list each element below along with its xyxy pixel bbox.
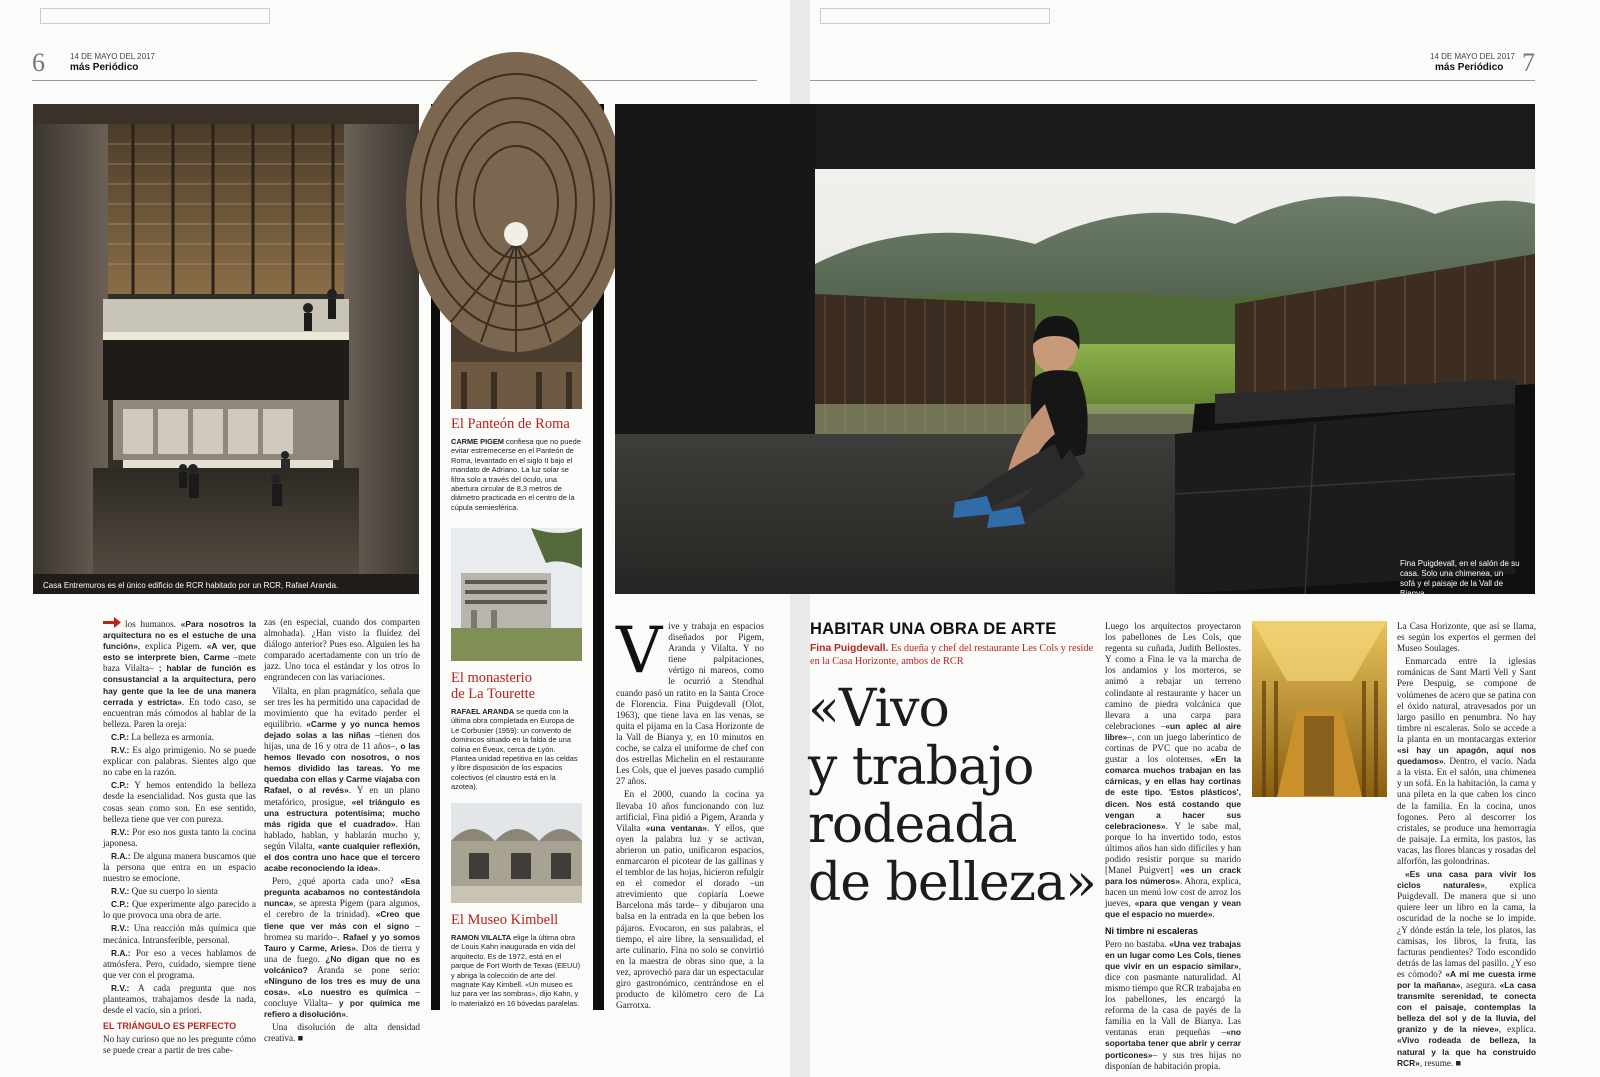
quote-bold: «Creo que tiene que ver más con el signo [264,909,420,931]
text: , explica Puigdevall. De manera que si uno quiere leer un libro en la cama, la oscuridad de la noche se lo impide. ¿Y dónde están la tele, los platos, las camisas, los libros, la fruta, las facturas pendientes? Todo escondido detrás de las lamas del pasillo. ¿Y eso es cómodo? [1397,880,1536,979]
text: . Y le sabe mal, porque lo ha invertido todo, estos últimos años han sido difíciles y han podido resistir porque su marido [Manel Puigvert] [1105,820,1241,876]
text: , explica Pigem. [137,641,207,652]
page-number: 6 [32,48,45,77]
qa-line [103,923,256,945]
qa-text: Por eso nos gusta tanto la cocina japonesa. [103,826,256,848]
quote-bold: «Carme y yo nunca hemos dejado solas a las niñas [264,718,420,740]
text: , explica. [1498,1024,1536,1035]
continuation-arrow-icon [103,617,121,628]
text: Aranda se pone serio: [307,964,420,975]
text: Pero no bastaba. [1105,938,1170,949]
article-column-b [1105,621,1241,1074]
header-publication: más Periódico [70,62,139,73]
text: Pero, ¿qué aporta cada uno? [272,876,401,887]
text: . [345,1009,349,1020]
kimbell-museum-photo [451,803,582,903]
photo-caption: Fina Puigdevall, en el salón de su casa. Solo una chimenea, un sofá y el paisaje de la Vall de Bianya. [1400,559,1520,598]
qa-line [103,851,256,884]
page-number: 7 [1522,48,1535,77]
deck-text: Es dueña y chef del restaurante Les Cols y reside en la Casa Horizonte, ambos de RCR [810,643,1094,667]
text: Luego los arquitectos proyectaron los pabellones de Les Cols, que regenta su cuñada, Judith Bellostes. Y como a Fina le va la marcha de los andamios y los morteros, se animó a rebajar un terreno colindante al restaurante y hacer un camino de piedra volcánica que llevara a una carpa para celebraciones – [1105,621,1241,731]
place-description: confiesa que no puede evitar estremecerse en el Panteón de Roma, levantado en el siglo II bajo el mandato de Adriano. La luz solar se filtra solo a través del óculo, una abertura circular de 8,3 metros de diámetro practicada en el centro de la cúpula semiesférica. [451,437,581,512]
header-date: 14 DE MAYO DEL 2017 [70,52,155,61]
quote-bold: «Ninguno de los tres es muy de una cosa». «Lo nuestro es química [264,976,420,998]
text: –bromea su marido–. [264,920,420,942]
article-column-1 [103,617,256,1058]
deck-name: Fina Puigdevall. [810,643,889,654]
text: . Dos de tierra y una de fuego. [264,942,420,964]
qa-text: La belleza es armonía. [129,731,214,742]
text: En el 2000, cuando la cocina ya llevaba 10 años funcionando con luz artificial, Fina pidió a Pigem, Aranda y Vilalta [616,789,764,833]
paragraph [264,686,420,875]
text: , asegura. [1460,980,1500,990]
qa-speaker: R.V.: [111,826,130,837]
paragraph: No hay curioso que no les pregunte cómo se puede crear a partir de tres cabe- [103,1034,256,1056]
qa-line [103,948,256,981]
qa-speaker: R.A.: [111,947,131,958]
qa-speaker: R.A.: [111,850,131,861]
qa-text: Es algo primigenio. No se puede explicar con palabras. Sientes algo que no cabe en la razón. [103,745,256,778]
quote-bold: «En la comarca muchos trabajan en las cárnicas, y en ellas hay cortinas de este tipo. 'Estos plásticos', dicen. Nos está costando que vengan a hacer sus celebraciones» [1105,754,1242,831]
qa-line [103,745,256,778]
qa-line [103,732,256,743]
section-subhead: Ni timbre ni escaleras [1105,925,1199,936]
place-text-la-tourette [451,707,582,792]
quote-bold: «La casa transmite serenidad, te conecta con el paisaje, contemplas la belleza del sol y de la lluvia, del granizo y de la nieve» [1397,980,1536,1035]
qa-speaker: C.P.: [111,780,129,791]
casa-entremuros-photo [33,104,419,594]
quote-bold: «Esa pregunta acabamos no contestándola nunca» [264,876,420,909]
slug-box [40,8,270,24]
text: ive y trabaja en espacios diseñados por Pigem, Aranda y Vilalta. Y no tiene palpitaciones, vértigo ni mareos, como le ocurrió a Stendhal cuando pasó un ratito en la Santa Croce de Florencia. Fina Puigdevall (Olot, 1963), que tiene lava en las venas, se quita el pijama en la Casa Horizonte de la Vall de Bianya y, en 10 minutos en coche, se calza el uniforme de chef con dos estrellas Michelin en el restaurante Les Cols, que el jueves pasado cumplió 27 años. [616,621,764,787]
qa-text: A cada pregunta que nos planteamos, trabajamos desde la nada, desde el vacío, sin a priori. [103,982,256,1016]
headline-line: de belleza» [808,853,1096,913]
headline-line: «Vivo [808,679,949,739]
paragraph: zas (en especial, cuando dos comparten almohada). ¿Han visto la fluidez del diálogo anterior? Pues eso. Alguien les ha comparado acertadamente con un trío de jazz. Uno toca el estándar y los otros lo engrandecen con las variaciones. [264,617,420,683]
paragraph: La Casa Horizonte, que así se llama, es según los expertos el germen del Museo Soulages. [1397,621,1536,654]
qa-line [103,983,256,1016]
qa-line [103,827,256,849]
place-name-line: de La Tourette [451,686,536,702]
text: . Han hablado, hablan, y hablarán mucho y, según Vilalta, [264,818,420,851]
headline-line: rodeada [808,795,1017,855]
photo-caption: Casa Entremuros es el único edificio de RCR habitado por un RCR, Rafael Aranda. [43,581,339,590]
quote-bold: ; hablar de función es consustancial a la arquitectura, pero hay gente que la lee de una manera cerrada y estricta» [103,663,256,707]
qa-speaker: R.V.: [111,982,130,993]
qa-speaker: R.V.: [111,923,130,934]
text: – y sus tres hijas no disponían de habitación propia. [1105,1049,1241,1071]
slug-box [820,8,1050,24]
header-publication: más Periódico [1435,62,1504,73]
text: Vilalta, en plan pragmático, señala que ser tres les ha permitido una capacidad de movimiento que ha evitado perder el equilibrio. [264,685,420,729]
text: –mete baza Vilalta– [103,652,256,674]
text: . Y ellos, que oyen la palabra luz y se activan, abrieron un patio, unificaron espacios, enmarcaron el picotear de las gallinas y el temblor de las hojas, hicieron refulgir en el comedor el dorado –un atrevimiento que copiaría Loewe Barcelona más tarde– y dibujaron una balsa en la entrada en la que beben los pájaros. Evocaron, en sus palabras, el tiempo, el aire libre, la sensualidad, el arte culinario. Fina no solo se convirtió en la maestra de obras sino que, a la vez, aprovechó para dar un espectacular giro gastronómico, centrándose en el producto de kilómetro cero de La Garrotxa. [616,822,764,1011]
paragraph [616,614,764,787]
quote-bold: ¿No digan que no es volcánico? [264,953,421,975]
qa-text: Que su cuerpo lo sienta [129,886,218,897]
place-name-line: El monasterio [451,670,532,686]
qa-line [103,886,256,897]
quote-bold: «Para nosotros la arquitectura no es el estuche de una función» [103,619,256,652]
header-date: 14 DE MAYO DEL 2017 [1430,52,1515,61]
quote-bold: «para que vengan y vean que el espacio no muerde» [1105,898,1241,920]
article-column-a [616,614,764,1013]
fina-puigdevall-photo [615,104,1535,598]
text: –concluye Vilalta– [264,987,420,1009]
paragraph [103,617,256,730]
qa-text: De alguna manera buscamos que la persona que entra en un espacio nuestro se emocione. [103,850,256,884]
text: . Dentro, el vacío. Nada a la vista. En el salón, una chimenea y un sofá. En la habitación, la cama y una pileta en la que caben los cinco de la familia. En la cocina, unos fogones. Pero al descorrer los cristales, se produce una hemorragia de paisaje. La ermita, los pastos, las vacas, las flores blancas y rosadas del alforfón, las golondrinas. [1397,756,1536,866]
text: , resume. ■ [1419,1057,1462,1068]
text: , dice con pasmante naturalidad. Al mismo tiempo que RCR trabajaba en los pabellones, les encargó la reforma de la casa de payés de la familia en la Vall de Bianya. Las ventanas eran pequeñas – [1105,960,1242,1038]
quote-bold: «Una vez trabajas en un lugar como Les Cols, tienes que vivir en un espacio similar» [1105,938,1241,971]
text: . Ahora, explica, hacen un menú low cost de arroz los jueves, [1105,876,1241,909]
place-name-pantheon: El Panteón de Roma [451,416,570,432]
paragraph [1397,869,1536,1069]
quote-bold: «no soportaba tener que abrir y cerrar porticones» [1105,1027,1241,1060]
quote-bold: «Vivo rodeada de belleza, la natural y la que ha construido RCR» [1397,1035,1536,1068]
qa-text: Por eso a veces hablamos de atmósfera. Pero, cuidado, siempre tiene que ver con el programa. [103,947,256,980]
text: . [378,863,381,874]
paragraph [264,876,420,1020]
qa-speaker: C.P.: [111,899,129,910]
place-name-la-tourette [451,670,591,702]
paragraph [616,789,764,1011]
qa-text: Que experimente algo parecido a lo que provoca una obra de arte. [103,899,256,921]
place-person: RAFAEL ARANDA [451,707,515,716]
place-text-kimbell [451,933,582,1008]
paragraph: Una disolución de alta densidad creativa. ■ [264,1022,420,1044]
article-column-c [1397,621,1536,1071]
quote-bold: «Es una casa para vivir los ciclos naturales» [1397,869,1536,891]
les-cols-restaurant-photo [1252,621,1387,797]
qa-speaker: C.P.: [111,731,129,742]
quote-bold: «una ventana» [645,822,707,833]
quote-bold: «un aplec al aire libre» [1105,720,1241,742]
text: Enmarcada entre la iglesias románicas de Sant Martí Vell y Sant Pere Despuig, se compone de volúmenes de acero que se patina con el óxido natural, atravesados por un largo pasillo en penumbra. No hay timbre ni escaleras. Solo se accede a la planta en un montacargas exterior [1397,656,1536,744]
place-description: se queda con la última obra completada en Europa de Le Corbusier (1959): un convento de dominicos situado en la falda de una colina en Éveux, cerca de Lyón. Plantea unidad repetitiva en las celdas y libre disposición de los espacios colectivos (el claustro está en la azotea). [451,707,578,792]
quote-bold: «A ver, que esto se interprete bien, Carme [103,641,256,663]
place-person: CARME PIGEM [451,437,504,446]
headline-quote [808,680,1098,912]
quote-bold: «es un crack para los números» [1105,865,1241,887]
quote-bold: «ante cualquier reflexión, el dos contra uno hace que el tercero acabe reconociendo la idea» [264,840,421,874]
quote-bold: «si hay un apagón, aquí nos quedamos» [1397,745,1536,767]
header-rule [32,80,757,81]
text: . Y en un plano metafórico, prosigue, [264,785,420,807]
qa-line [103,899,256,921]
header-rule [810,80,1535,81]
qa-text: Una reacción más química que mecánica. Intransferible, personal. [103,923,256,945]
paragraph [1397,656,1536,867]
place-text-pantheon [451,437,582,512]
place-person: RAMON VILALTA [451,933,512,942]
text: –, con un juego laberíntico de cortinas de PVC que no acaba de gustar a los olotenses. [1105,731,1241,765]
la-tourette-photo [451,528,582,661]
quote-bold: y por química me refiero a disolución» [264,998,420,1020]
section-subhead: EL TRIÁNGULO ES PERFECTO [103,1021,237,1032]
article-deck [810,642,1095,668]
paragraph [1105,621,1241,921]
text: . [1212,909,1215,920]
quote-bold: «A mí me cuesta irme por la mañana» [1397,968,1536,990]
place-name-kimbell: El Museo Kimbell [451,912,559,928]
quote-bold: «el triángulo es una estructura potentísima; mucho más rígida que el cuadrado» [264,796,420,829]
quote-bold: Rafael y yo somos Tauro y Carme, Aries» [264,931,420,953]
article-column-2 [264,617,420,1047]
place-description: elige la última obra de Louis Kahn inaugurada en vida del arquitecto. Es de 1972, está en el parque de Fort Worth de Texas (EEUU) y abriga la colección de arte del magnate Kay Kimbell. «Un museo es luz para ver las sombras», dijo Kahn, y lo materializó en 16 bóvedas paralelas. [451,933,581,1008]
quote-bold: o las hemos llevado con nosotros, o nos hemos dividido las tareas. Yo me quedaba con ellas y Carme viajaba con Rafael, o al revés» [264,741,420,796]
text: los humanos. [125,619,181,629]
qa-line [103,780,256,824]
text: , se apresta Pigem (para algunos, el cerebro de la trinidad). [264,898,420,920]
pantheon-photo [451,212,582,409]
drop-cap: V [616,614,663,688]
qa-speaker: R.V.: [111,745,130,756]
paragraph [1105,939,1241,1072]
right-page [616,0,1600,1077]
headline-line: y trabajo [808,737,1034,797]
qa-speaker: R.V.: [111,886,130,897]
qa-text: Y hemos entendido la belleza desde la esencialidad. Nos gusta que las cosas sean como son. En ese sentido, belleza tiene que ver con pureza. [103,780,256,824]
text: . En todo caso, se encuentran más cómodos al hablar de la belleza. Paren la oreja: [103,696,256,729]
article-kicker: HABITAR UNA OBRA DE ARTE [810,620,1057,638]
text: –tienen dos hijas, una de 16 y otra de 11 años–, [264,729,420,752]
